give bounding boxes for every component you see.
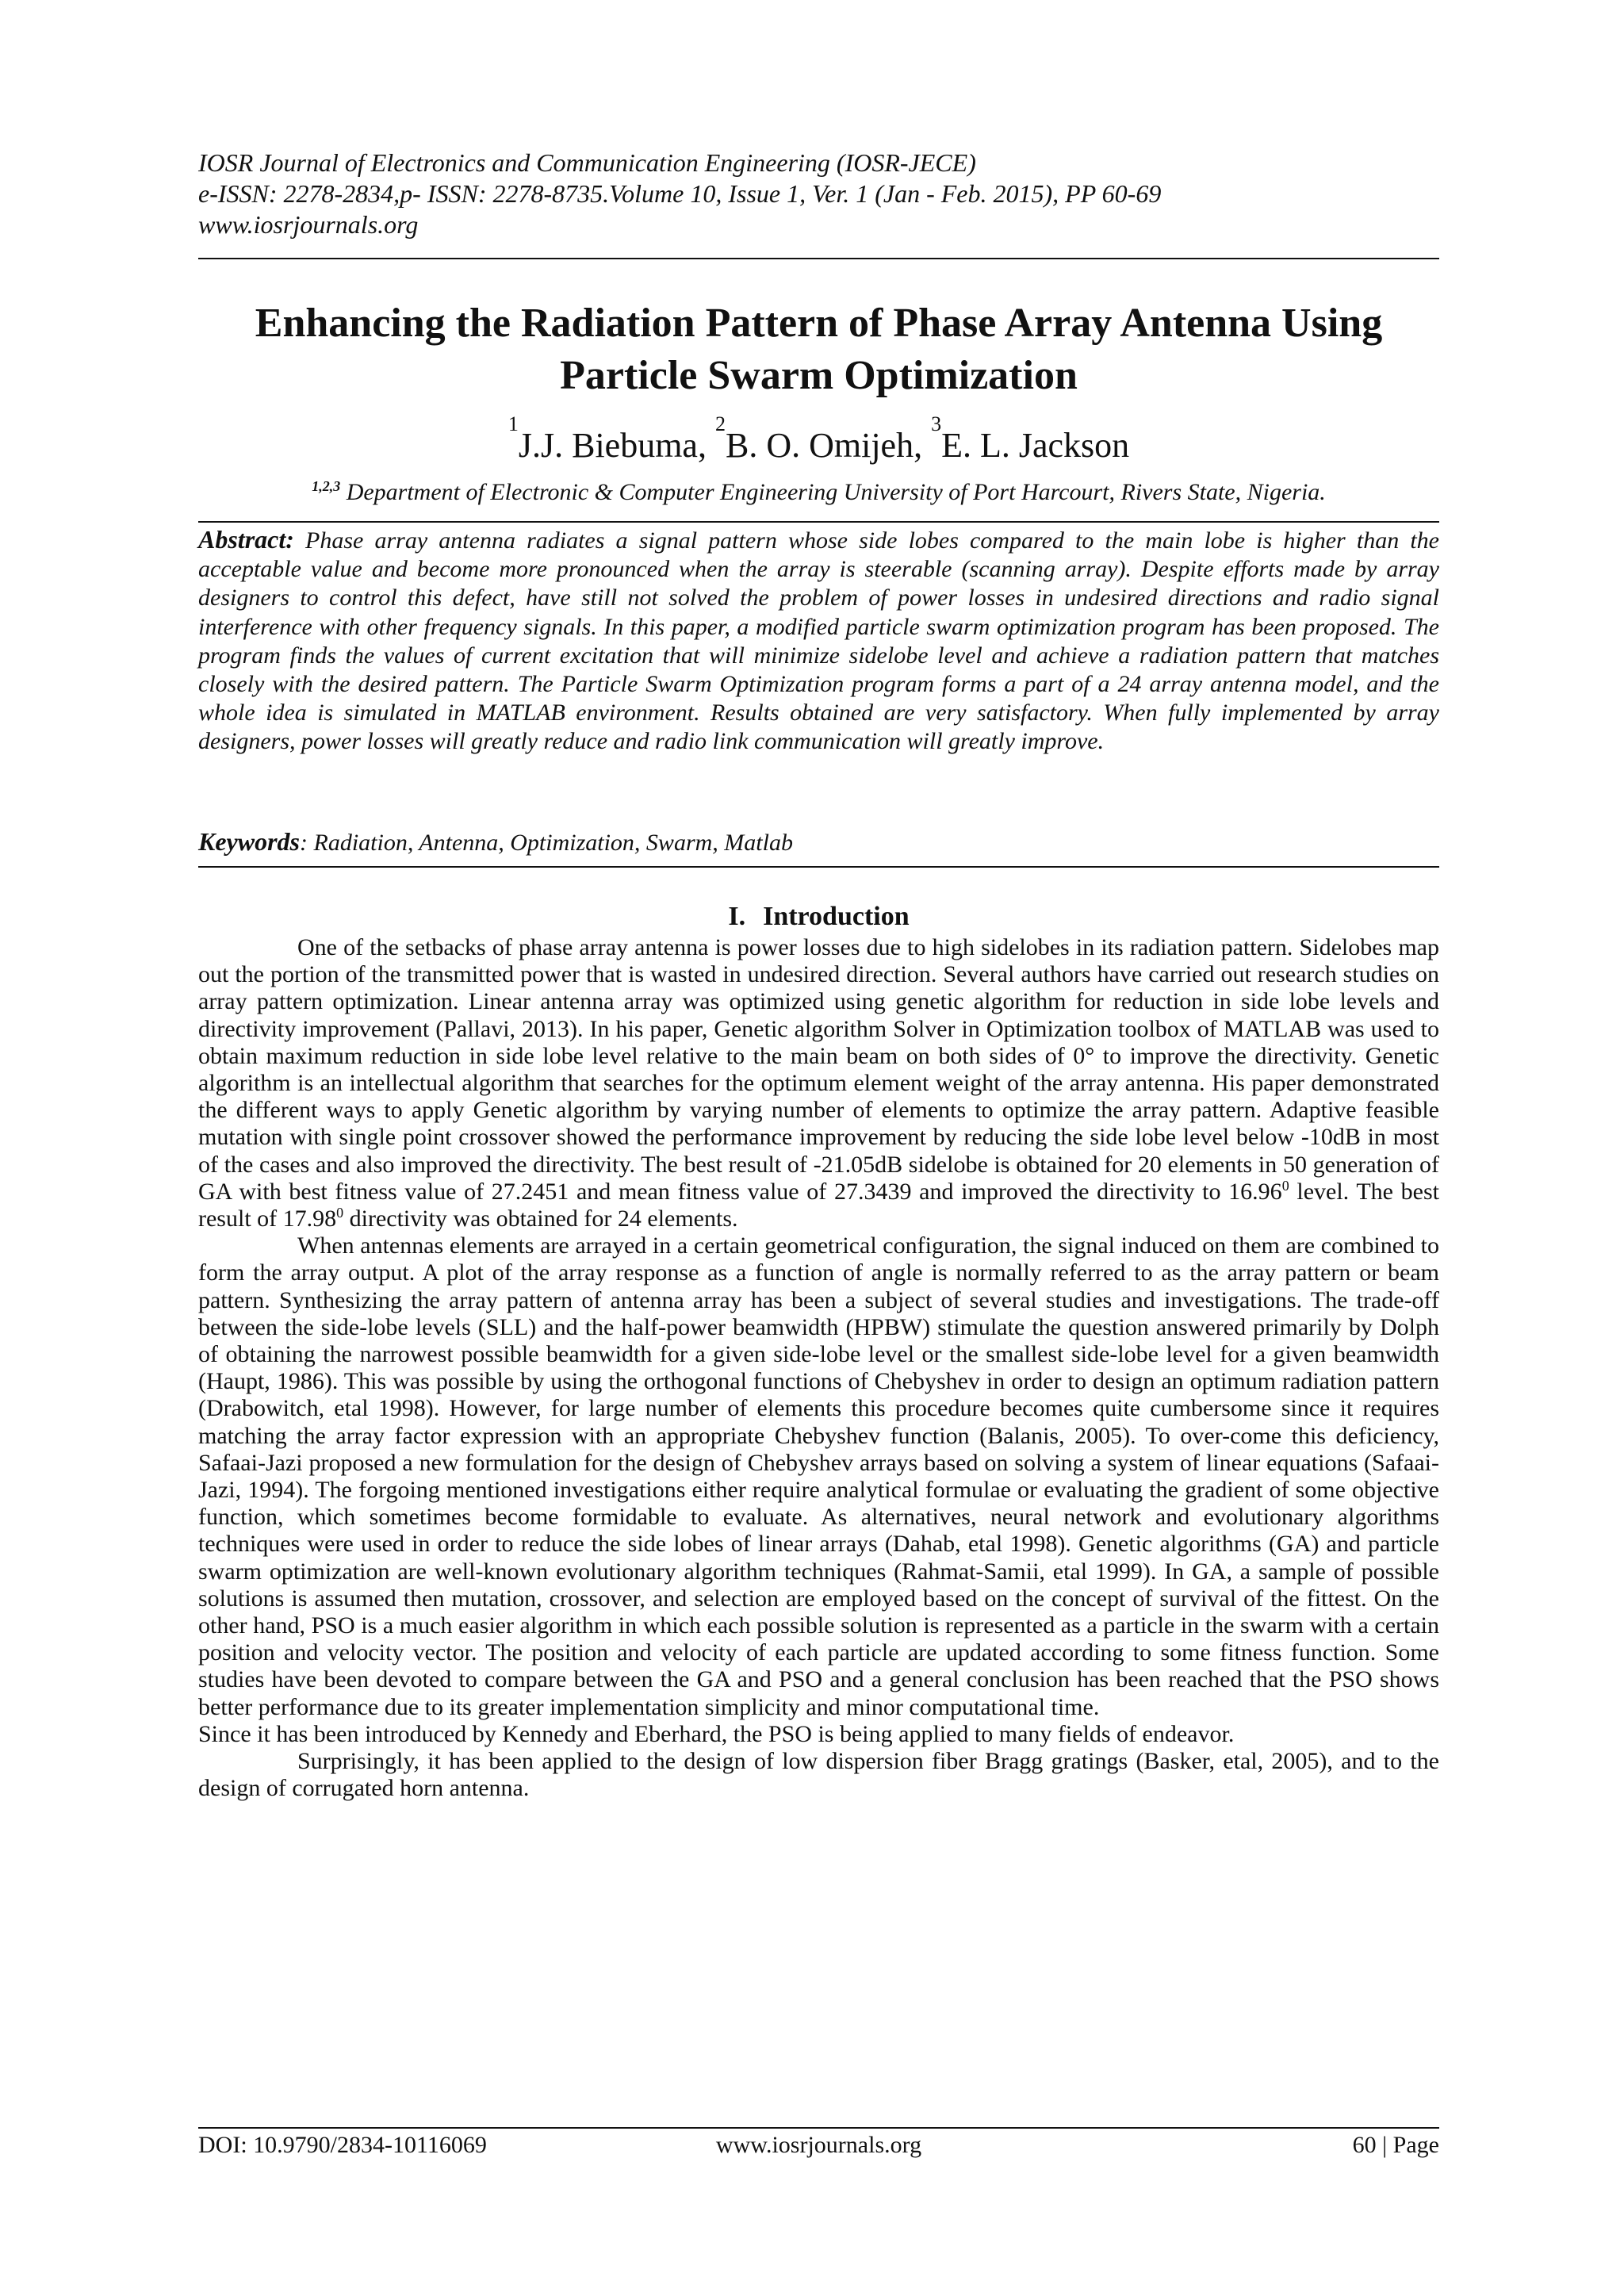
affiliation-text: Department of Electronic & Computer Engineering University of Port Harcourt, Rivers State, Nigeria. xyxy=(340,479,1326,505)
abstract-text: Phase array antenna radiates a signal pattern whose side lobes compared to the main lobe is higher than the acceptable value and become more pronounced when the array is steerable (scanning array). Despite efforts made by array designers to control this defect, have still not solved the problem of power losses in undesired directions and radio signal interference with other frequency signals. In this paper, a modified particle swarm optimization program has been proposed. The program finds the values of current excitation that will minimize sidelobe level and achieve a radiation pattern that matches closely with the desired pattern. The Particle Swarm Optimization program forms a part of a 24 array antenna model, and the whole idea is simulated in MATLAB environment. Results obtained are very satisfactory. When fully implemented by array designers, power losses will greatly reduce and radio link communication will greatly improve. xyxy=(198,527,1439,755)
degree-superscript-1: 0 xyxy=(1281,1177,1289,1194)
abstract-divider xyxy=(198,521,1439,523)
issn-line: e-ISSN: 2278-2834,p- ISSN: 2278-8735.Volume 10, Issue 1, Ver. 1 (Jan - Feb. 2015), PP 60-69 xyxy=(198,179,1162,208)
author-affiliation xyxy=(198,471,1439,508)
section-title: Introduction xyxy=(763,902,910,931)
paragraph-1 xyxy=(198,934,1439,1232)
keywords-divider xyxy=(198,866,1439,868)
header-divider xyxy=(198,258,1439,259)
journal-header xyxy=(198,148,1439,240)
author-list xyxy=(198,412,1439,467)
journal-name: IOSR Journal of Electronics and Communication Engineering (IOSR-JECE) xyxy=(198,148,976,177)
footer-page-number: 60 | Page xyxy=(1352,2132,1439,2158)
page-footer xyxy=(198,2130,1439,2162)
paragraph-3: Since it has been introduced by Kennedy and Eberhard, the PSO is being applied to many fields of endeavor. xyxy=(198,1720,1235,1747)
abstract-label: Abstract: xyxy=(198,525,294,554)
title-line-2: Particle Swarm Optimization xyxy=(560,353,1078,398)
introduction-body xyxy=(198,934,1439,1803)
author-2-name: B. O. Omijeh, xyxy=(725,426,932,465)
paragraph-1-text-c: directivity was obtained for 24 elements. xyxy=(343,1205,738,1232)
affiliation-mark: 1,2,3 xyxy=(312,478,341,494)
author-2-affiliation-mark: 2 xyxy=(714,412,726,435)
paragraph-1-text-b: level. The best result of 17.98 xyxy=(198,1178,1439,1232)
paragraph-2: When antennas elements are arrayed in a certain geometrical configuration, the signal induced on them are combined to form the array output. A plot of the array response as a function of angle is normally referred to as the array pattern or beam pattern. Synthesizing the array pattern of antenna array has been a subject of several studies and investigations. The trade-off between the side-lobe levels (SLL) and the half-power beamwidth (HPBW) stimulate the question answered primarily by Dolph of obtaining the narrowest possible beamwidth for a given side-lobe level or the smallest side-lobe level for a given beamwidth (Haupt, 1986). This was possible by using the orthogonal functions of Chebyshev in order to design an optimum radiation pattern (Drabowitch, etal 1998). However, for large number of elements this procedure becomes quite cumbersome since it requires matching the array factor expression with an appropriate Chebyshev function (Balanis, 2005). To over-come this deficiency, Safaai-Jazi proposed a new formulation for the design of Chebyshev arrays based on solving a system of linear equations (Safaai-Jazi, 1994). The forgoing mentioned investigations either require analytical formulae or evaluating the gradient of some objective function, which sometimes become formidable to evaluate. As alternatives, neural network and evolutionary algorithms techniques were used in order to reduce the side lobes of linear arrays (Dahab, etal 1998). Genetic algorithms (GA) and particle swarm optimization are well-known evolutionary algorithm techniques (Rahmat-Samii, etal 1999). In GA, a sample of possible solutions is assumed then mutation, crossover, and selection are employed based on the concept of survival of the fittest. On the other hand, PSO is a much easier algorithm in which each possible solution is represented as a particle in the swarm with a certain position and velocity vector. The position and velocity of each particle are updated according to some fitness function. Some studies have been devoted to compare between the GA and PSO and a general conclusion has been reached that the PSO shows better performance due to its greater implementation simplicity and minor computational time. xyxy=(198,1232,1439,1720)
footer-website: www.iosrjournals.org xyxy=(715,2132,922,2158)
author-3-name: E. L. Jackson xyxy=(941,426,1130,465)
degree-superscript-2: 0 xyxy=(336,1205,344,1221)
abstract xyxy=(198,525,1439,757)
title-line-1: Enhancing the Radiation Pattern of Phase Array Antenna Using xyxy=(255,301,1383,346)
paper-title xyxy=(198,297,1439,402)
footer-divider xyxy=(198,2127,1439,2129)
keywords-text: : Radiation, Antenna, Optimization, Swarm, Matlab xyxy=(300,830,793,856)
footer-doi: DOI: 10.9790/2834-10116069 xyxy=(198,2132,487,2158)
author-1-name: J.J. Biebuma, xyxy=(518,426,715,465)
author-1-affiliation-mark: 1 xyxy=(508,412,519,435)
section-number: I. xyxy=(728,902,746,931)
section-heading-introduction xyxy=(198,900,1439,933)
paragraph-1-text-a: One of the setbacks of phase array antenna is power losses due to high sidelobes in its radiation pattern. Sidelobes map out the portion of the transmitted power that is wasted in undesired direction. Several authors have carried out research studies on array pattern optimization. Linear antenna array was optimized using genetic algorithm for reduction in side lobe levels and directivity improvement (Pallavi, 2013). In his paper, Genetic algorithm Solver in Optimization toolbox of MATLAB was used to obtain maximum reduction in side lobe level relative to the main beam on both sides of 0° to improve the directivity. Genetic algorithm is an intellectual algorithm that searches for the optimum element weight of the array antenna. His paper demonstrated the different ways to apply Genetic algorithm by varying number of elements to optimize the array pattern. Adaptive feasible mutation with single point crossover showed the performance improvement by reducing the side lobe level below -10dB in most of the cases and also improved the directivity. The best result of -21.05dB sidelobe is obtained for 20 elements in 50 generation of GA with best fitness value of 27.2451 and mean fitness value of 27.3439 and improved the directivity to 16.96 xyxy=(198,934,1439,1205)
author-3-affiliation-mark: 3 xyxy=(931,412,942,435)
journal-website: www.iosrjournals.org xyxy=(198,210,419,239)
keywords xyxy=(198,826,1439,858)
paragraph-4: Surprisingly, it has been applied to the design of low dispersion fiber Bragg gratings (Basker, etal, 2005), and to the design of corrugated horn antenna. xyxy=(198,1748,1439,1802)
keywords-label: Keywords xyxy=(198,827,300,856)
